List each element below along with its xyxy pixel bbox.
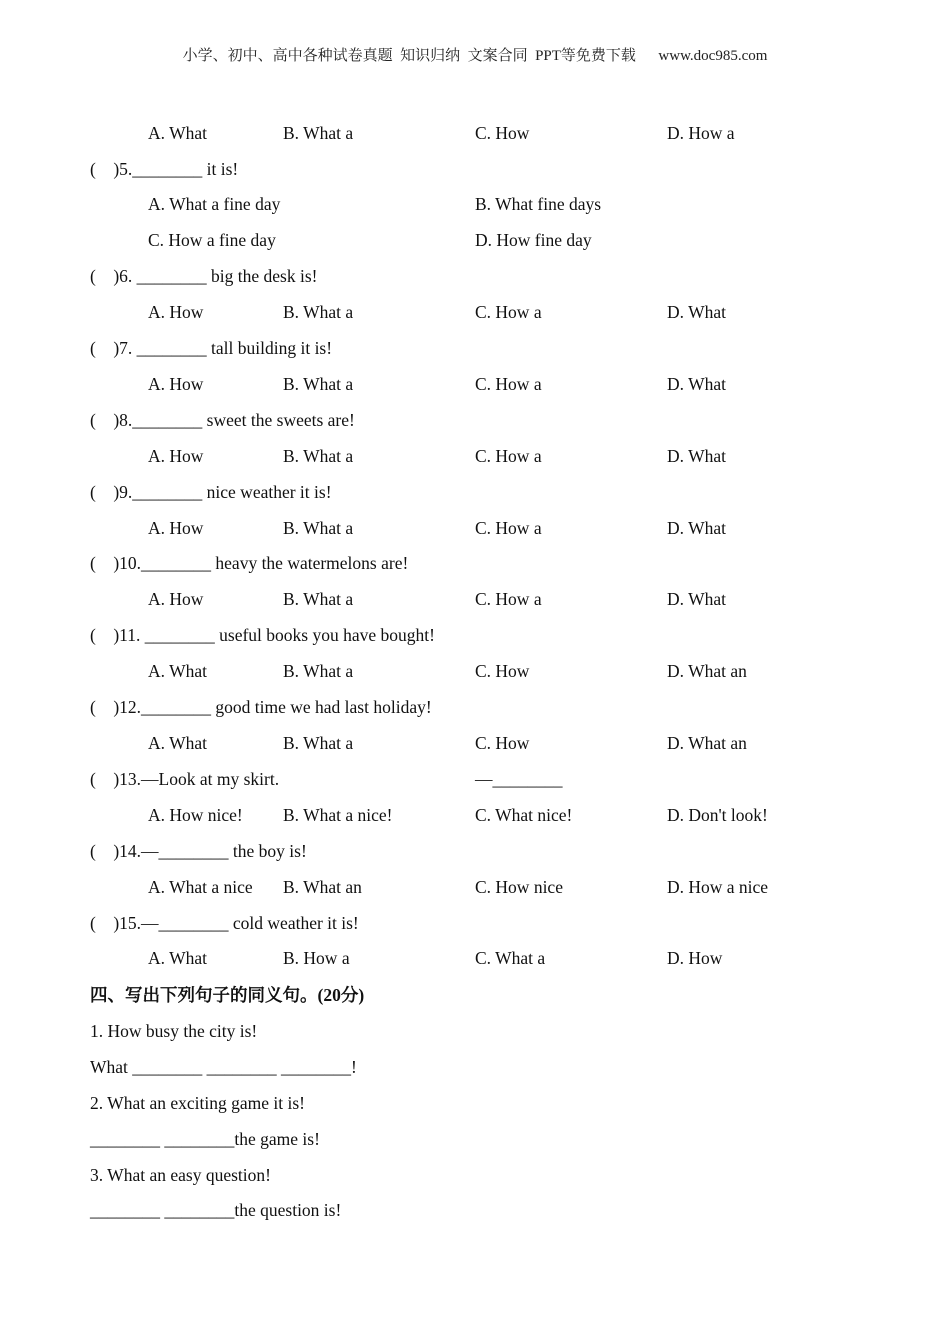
option-c: C. How a xyxy=(475,589,542,609)
sentence: 3. What an easy question! xyxy=(90,1165,271,1185)
option-a: A. What xyxy=(148,661,207,681)
option-a: A. How xyxy=(148,374,204,394)
option-a: A. What xyxy=(148,733,207,753)
option-d: D. How xyxy=(667,948,723,968)
option-b: B. What a xyxy=(283,446,354,466)
question-stem: ( )12.________ good time we had last holiday! xyxy=(90,697,432,717)
option-c: C. How a xyxy=(475,302,542,322)
option-d: D. What xyxy=(667,446,726,466)
option-a: A. How xyxy=(148,589,204,609)
page-header: 小学、初中、高中各种试卷真题 知识归纳 文案合同 PPT等免费下载 www.doc985.com xyxy=(182,48,768,64)
answer-line: ________ ________the question is! xyxy=(90,1200,342,1220)
option-a: A. How xyxy=(148,302,204,322)
option-c: C. How xyxy=(475,123,530,143)
question-stem: ( )14.—________ the boy is! xyxy=(90,841,307,861)
option-b: B. What a nice! xyxy=(283,805,393,825)
option-d: D. Don't look! xyxy=(667,805,768,825)
option-b: B. What a xyxy=(283,374,354,394)
option-a: A. What xyxy=(148,948,207,968)
option-a: A. How xyxy=(148,518,204,538)
option-d: D. How a nice xyxy=(667,877,769,897)
answer-line: What ________ ________ ________! xyxy=(90,1057,357,1077)
option-d: D. What xyxy=(667,374,726,394)
question-stem: ( )9.________ nice weather it is! xyxy=(90,482,332,502)
option-b: B. What a xyxy=(283,589,354,609)
option-a: A. How xyxy=(148,446,204,466)
section-title: 四、写出下列句子的同义句。(20分) xyxy=(90,985,365,1005)
option-c: C. How nice xyxy=(475,877,563,897)
question-stem: ( )15.—________ cold weather it is! xyxy=(90,913,359,933)
option-b: B. What an xyxy=(283,877,362,897)
option-d: D. What an xyxy=(667,661,747,681)
question-stem: ( )6. ________ big the desk is! xyxy=(90,266,318,286)
option-a: A. How nice! xyxy=(148,805,243,825)
option-d: D. What xyxy=(667,589,726,609)
question-stem: ( )10.________ heavy the watermelons are! xyxy=(90,553,409,573)
option-c: C. What nice! xyxy=(475,805,573,825)
option-c: C. What a xyxy=(475,948,546,968)
sentence: 1. How busy the city is! xyxy=(90,1021,258,1041)
question-stem: ( )11. ________ useful books you have bought! xyxy=(90,625,435,645)
option-b: B. What fine days xyxy=(475,194,602,214)
option-b: B. What a xyxy=(283,302,354,322)
option-b: B. What a xyxy=(283,661,354,681)
option-a: A. What a nice xyxy=(148,877,253,897)
option-d: D. What xyxy=(667,302,726,322)
option-d: D. How fine day xyxy=(475,230,592,250)
question-stem: ( )7. ________ tall building it is! xyxy=(90,338,333,358)
question-stem: ( )5.________ it is! xyxy=(90,159,239,179)
option-a: A. What xyxy=(148,123,207,143)
option-d: D. What xyxy=(667,518,726,538)
option-c: C. How xyxy=(475,661,530,681)
option-b: B. What a xyxy=(283,733,354,753)
option-c: C. How a xyxy=(475,518,542,538)
sentence: 2. What an exciting game it is! xyxy=(90,1093,305,1113)
question-response-line: —________ xyxy=(475,769,563,789)
option-b: B. What a xyxy=(283,123,354,143)
option-b: B. What a xyxy=(283,518,354,538)
option-d: D. What an xyxy=(667,733,747,753)
option-c: C. How a xyxy=(475,374,542,394)
answer-line: ________ ________the game is! xyxy=(90,1129,320,1149)
option-c: C. How a xyxy=(475,446,542,466)
option-c: C. How xyxy=(475,733,530,753)
option-a: A. What a fine day xyxy=(148,194,281,214)
option-c: C. How a fine day xyxy=(148,230,276,250)
option-b: B. How a xyxy=(283,948,350,968)
question-stem: ( )13.—Look at my skirt. xyxy=(90,769,280,789)
option-d: D. How a xyxy=(667,123,735,143)
question-stem: ( )8.________ sweet the sweets are! xyxy=(90,410,355,430)
